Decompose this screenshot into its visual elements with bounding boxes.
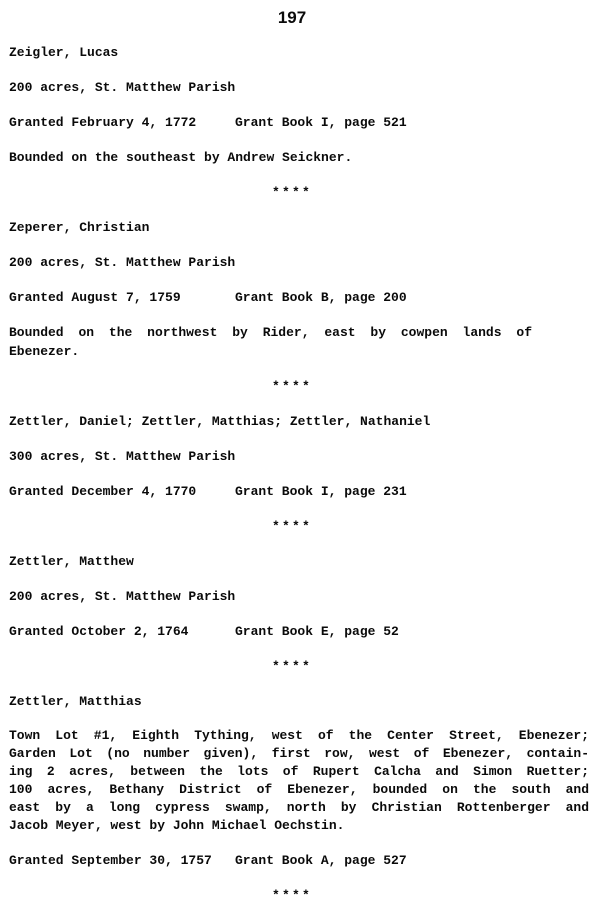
grant-book-ref: Grant Book A, page 527 [235,853,407,868]
grant-line [9,482,614,501]
entry-description [9,587,614,606]
grant-line [9,622,614,641]
paragraph [9,727,614,835]
grant-book-ref: Grant Book B, page 200 [235,290,407,305]
grant-line [9,113,614,132]
paragraph [9,323,614,361]
paragraph-last-line: Ebenezer. [9,344,80,359]
entry-description [9,447,614,466]
grant-date: Granted December 4, 1770 [9,484,197,499]
grantee-name: Zettler, Matthew [9,554,134,569]
paragraph: 200 acres, St. Matthew Parish [9,80,236,95]
grantee-name: Zeigler, Lucas [9,45,119,60]
grant-date: Granted October 2, 1764 [9,624,189,639]
entry-separator: **** [271,519,312,534]
entry-separator: **** [271,659,312,674]
grant-book-ref: Grant Book I, page 231 [235,484,407,499]
entry-description [9,78,614,97]
grant-line [9,851,614,870]
paragraph-justified-lines: Bounded on the northwest by Rider, east by cowpen lands of [9,325,532,340]
entry-description [9,727,614,835]
grant-entry [9,412,614,536]
entry-separator: **** [271,185,312,200]
entry-bounds [9,148,614,167]
paragraph-last-line: Jacob Meyer, west by John Michael Oechstin. [9,818,345,833]
grant-book-ref: Grant Book E, page 52 [235,624,399,639]
grant-book-ref: Grant Book I, page 521 [235,115,407,130]
entry-description [9,253,614,272]
grantee-name: Zeperer, Christian [9,220,150,235]
entry-separator: **** [271,888,312,903]
paragraph-justified-lines: Town Lot #1, Eighth Tything, west of the Center Street, Ebenezer; Garden Lot (no number given), first row, west of Ebenezer, contain- ing 2 acres, between the lots of Rupert Calcha and Simon Ruetter; 100 acres, Bethany District of Ebenezer, bounded on the south and east by a long cypress swamp, north by Christian Rottenberger and [9,728,589,815]
paragraph: 300 acres, St. Matthew Parish [9,449,236,464]
grant-date: Granted August 7, 1759 [9,290,181,305]
grant-date: Granted February 4, 1772 [9,115,197,130]
grant-entry [9,552,614,676]
grantee-name: Zettler, Matthias [9,694,142,709]
grantee-name: Zettler, Daniel; Zettler, Matthias; Zettler, Nathaniel [9,414,431,429]
grant-line [9,288,614,307]
grant-entry [9,43,614,202]
grant-entry [9,692,614,905]
grant-entry [9,218,614,396]
entry-bounds [9,323,614,361]
grant-date: Granted September 30, 1757 [9,853,212,868]
paragraph: 200 acres, St. Matthew Parish [9,255,236,270]
page-number: 197 [277,8,307,27]
paragraph: Bounded on the southeast by Andrew Seickner. [9,150,353,165]
entry-separator: **** [271,379,312,394]
paragraph: 200 acres, St. Matthew Parish [9,589,236,604]
grant-entries-list [9,43,614,905]
